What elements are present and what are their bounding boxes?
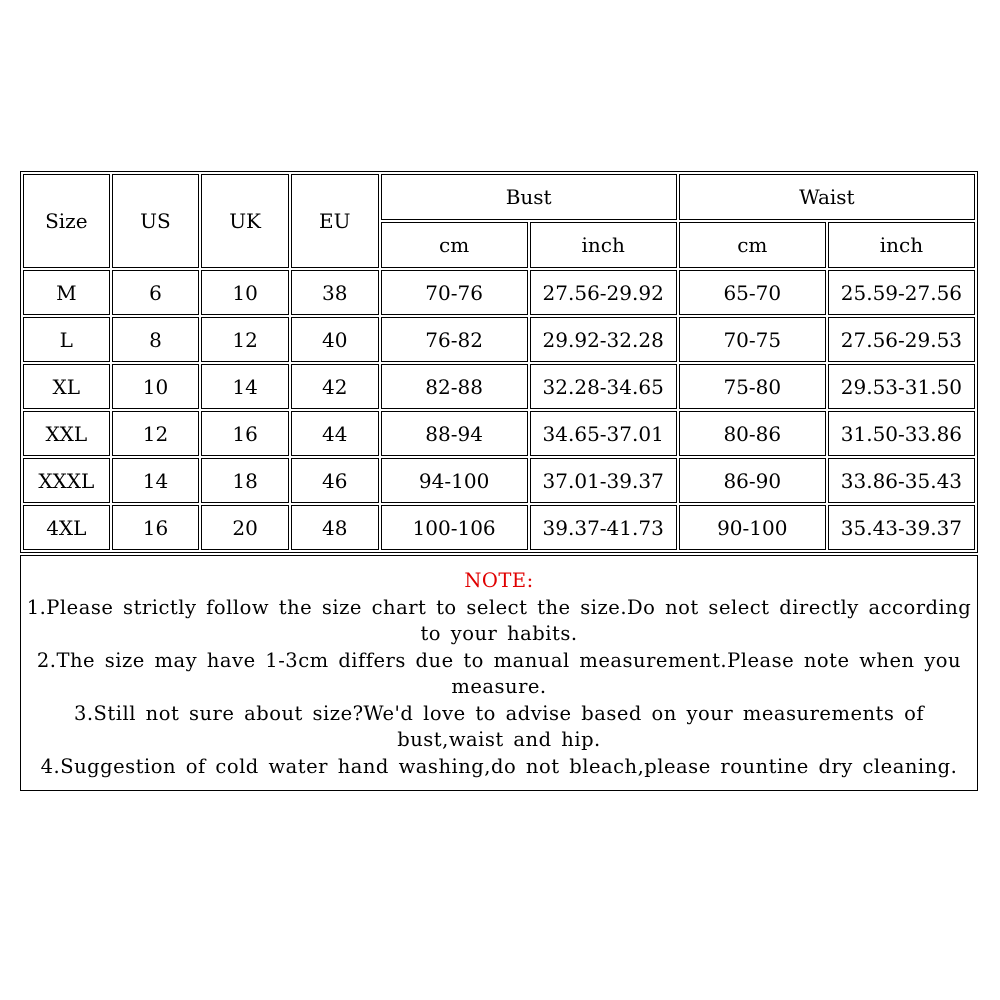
waist-cm-cell: 80-86 <box>679 411 826 456</box>
waist-inch-cell: 31.50-33.86 <box>828 411 975 456</box>
waist-cm-cell: 86-90 <box>679 458 826 503</box>
table-row <box>23 317 975 362</box>
eu-cell: 38 <box>291 270 379 315</box>
us-cell: 14 <box>112 458 200 503</box>
us-cell: 8 <box>112 317 200 362</box>
table-row <box>23 270 975 315</box>
table-row <box>23 411 975 456</box>
header-bust-inch: inch <box>530 222 677 268</box>
bust-cm-cell: 88-94 <box>381 411 528 456</box>
us-cell: 6 <box>112 270 200 315</box>
size-cell: XL <box>23 364 110 409</box>
header-size: Size <box>23 174 110 268</box>
note-item: 4.Suggestion of cold water hand washing,do not bleach,please rountine dry cleaning. <box>40 754 958 778</box>
bust-cm-cell: 70-76 <box>381 270 528 315</box>
eu-cell: 46 <box>291 458 379 503</box>
header-bust-cm: cm <box>381 222 528 268</box>
bust-cm-cell: 76-82 <box>381 317 528 362</box>
waist-inch-cell: 33.86-35.43 <box>828 458 975 503</box>
header-waist-cm: cm <box>679 222 826 268</box>
eu-cell: 42 <box>291 364 379 409</box>
uk-cell: 18 <box>201 458 289 503</box>
note-item: 2.The size may have 1-3cm differs due to manual measurement.Please note when you measure. <box>36 648 962 698</box>
waist-cm-cell: 65-70 <box>679 270 826 315</box>
waist-inch-cell: 29.53-31.50 <box>828 364 975 409</box>
bust-inch-cell: 37.01-39.37 <box>530 458 677 503</box>
note-box <box>20 555 978 791</box>
bust-inch-cell: 29.92-32.28 <box>530 317 677 362</box>
note-item: 3.Still not sure about size?We'd love to advise based on your measurements of bust,waist and hip. <box>73 701 925 751</box>
uk-cell: 12 <box>201 317 289 362</box>
header-row <box>23 174 975 220</box>
bust-cm-cell: 94-100 <box>381 458 528 503</box>
table-row <box>23 458 975 503</box>
size-cell: L <box>23 317 110 362</box>
uk-cell: 14 <box>201 364 289 409</box>
size-cell: 4XL <box>23 505 110 550</box>
note-title: NOTE: <box>464 569 534 592</box>
size-cell: M <box>23 270 110 315</box>
eu-cell: 44 <box>291 411 379 456</box>
bust-cm-cell: 100-106 <box>381 505 528 550</box>
us-cell: 16 <box>112 505 200 550</box>
us-cell: 12 <box>112 411 200 456</box>
uk-cell: 20 <box>201 505 289 550</box>
size-cell: XXXL <box>23 458 110 503</box>
size-rows <box>23 270 975 550</box>
waist-inch-cell: 35.43-39.37 <box>828 505 975 550</box>
size-chart <box>20 171 978 791</box>
header-waist-inch: inch <box>828 222 975 268</box>
table-row <box>23 505 975 550</box>
waist-cm-cell: 70-75 <box>679 317 826 362</box>
header-bust: Bust <box>381 174 677 220</box>
size-table <box>20 171 978 553</box>
waist-cm-cell: 75-80 <box>679 364 826 409</box>
waist-inch-cell: 25.59-27.56 <box>828 270 975 315</box>
waist-inch-cell: 27.56-29.53 <box>828 317 975 362</box>
eu-cell: 48 <box>291 505 379 550</box>
table-row <box>23 364 975 409</box>
note-item: 1.Please strictly follow the size chart to select the size.Do not select directly according to your habits. <box>26 595 972 645</box>
header-us: US <box>112 174 200 268</box>
us-cell: 10 <box>112 364 200 409</box>
header-eu: EU <box>291 174 379 268</box>
bust-inch-cell: 39.37-41.73 <box>530 505 677 550</box>
bust-inch-cell: 34.65-37.01 <box>530 411 677 456</box>
uk-cell: 10 <box>201 270 289 315</box>
header-waist: Waist <box>679 174 975 220</box>
size-cell: XXL <box>23 411 110 456</box>
bust-cm-cell: 82-88 <box>381 364 528 409</box>
waist-cm-cell: 90-100 <box>679 505 826 550</box>
eu-cell: 40 <box>291 317 379 362</box>
uk-cell: 16 <box>201 411 289 456</box>
bust-inch-cell: 27.56-29.92 <box>530 270 677 315</box>
header-uk: UK <box>201 174 289 268</box>
bust-inch-cell: 32.28-34.65 <box>530 364 677 409</box>
